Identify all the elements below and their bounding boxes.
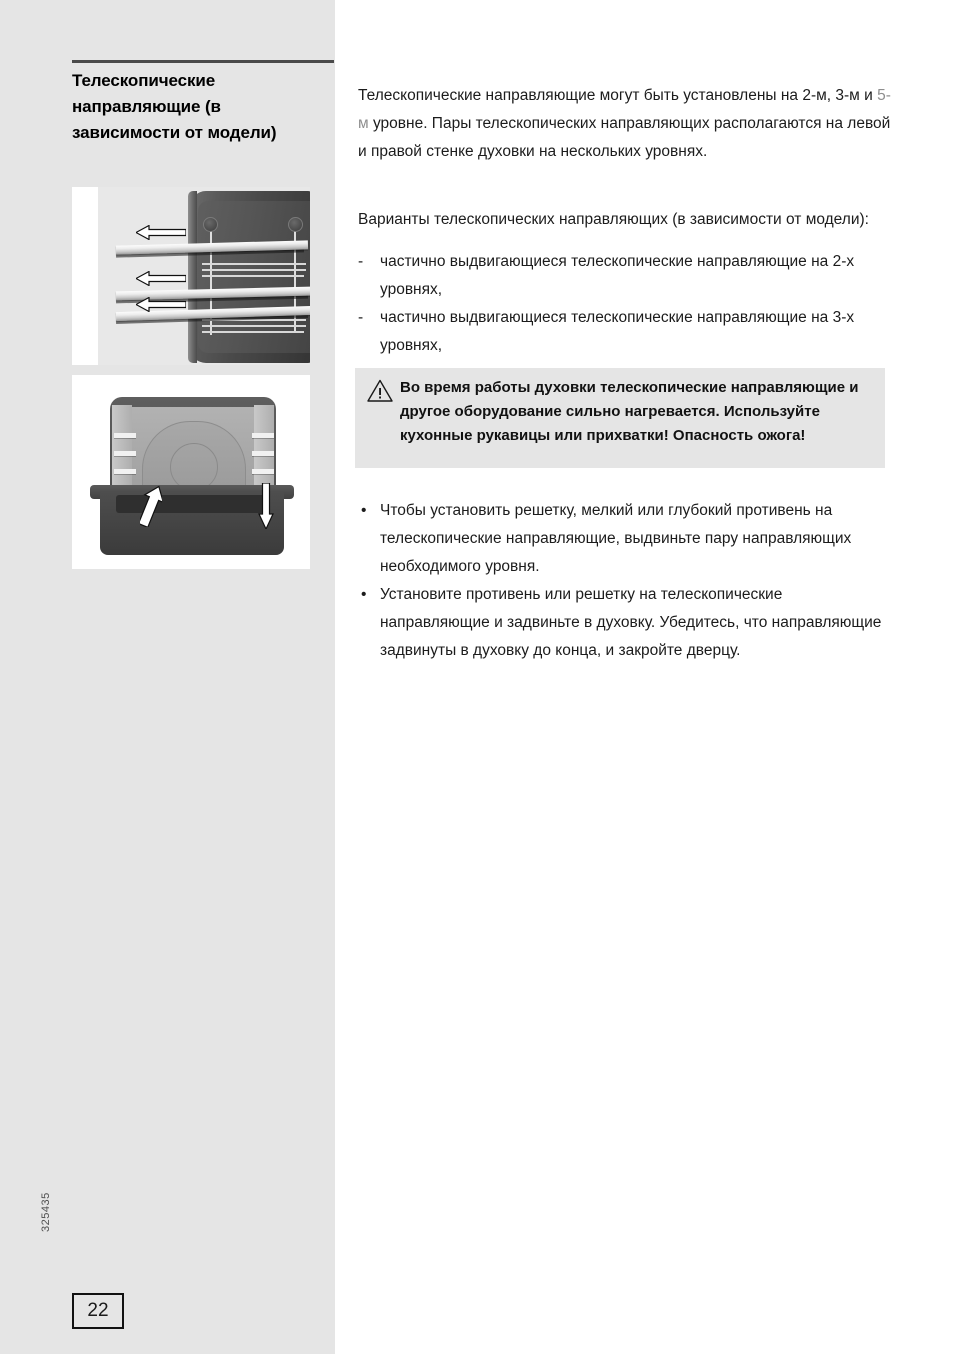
list-marker: - — [358, 309, 364, 326]
list-item-text: частично выдвигающиеся телескопические направляющие на 3-х уровнях, — [380, 309, 855, 354]
shelf-runner — [252, 451, 274, 456]
list-marker: • — [361, 586, 367, 603]
shelf-runner — [252, 433, 274, 438]
sidebar-column — [0, 0, 335, 1354]
arrow-left-icon — [136, 225, 186, 240]
rail-mount-knob — [203, 217, 218, 232]
intro-paragraph-part1: Телескопические направляющие могут быть установлены на 2-м, 3-м и — [358, 86, 878, 104]
shelf-wire — [202, 269, 306, 271]
fan-cover-circle-shape — [170, 443, 218, 491]
list-item-text: частично выдвигающиеся телескопические направляющие на 2-х уровнях, — [380, 253, 855, 298]
shelf-wire — [202, 325, 306, 327]
warning-triangle-icon — [367, 379, 393, 402]
shelf-wire — [202, 331, 304, 333]
list-item-text: Чтобы установить решетку, мелкий или глубокий противень на телескопические направляющие, выдвиньте пару направляющих необходимого уровня. — [380, 502, 852, 575]
list-item — [358, 581, 892, 665]
oven-front-edge-shape — [188, 191, 197, 363]
shelf-wire — [202, 275, 304, 277]
baking-tray-inner-shape — [116, 495, 268, 513]
list-item — [358, 248, 892, 304]
list-item-text: Установите противень или решетку на телескопические направляющие и задвиньте в духовку. Убедитесь, что направляющие задвинуты в духовку до конца, и закройте дверцу. — [380, 586, 882, 659]
warning-text: Во время работы духовки телескопические направляющие и другое оборудование сильно нагревается. Используйте кухонные рукавицы или прихватки! Опасность ожога! — [400, 379, 859, 444]
figure-telescopic-rails-panel — [98, 187, 310, 365]
list-marker: - — [358, 253, 364, 270]
shelf-runner — [114, 433, 136, 438]
arrow-left-icon — [136, 297, 186, 312]
rail-mount-knob — [288, 217, 303, 232]
arrow-up-icon — [140, 485, 162, 527]
document-code: 325435 — [40, 1192, 52, 1232]
content-column — [358, 0, 898, 1354]
list-item — [358, 497, 892, 581]
intro-paragraph-level-5: 5-м — [358, 86, 891, 132]
heading-divider — [72, 60, 334, 63]
figure-oven-open-door — [72, 375, 310, 569]
shelf-wire — [202, 263, 306, 265]
shelf-runner — [252, 469, 274, 474]
intro-paragraph-part2: уровне. Пары телескопических направляющих располагаются на левой и правой стенке духовки на нескольких уровнях. — [358, 114, 891, 160]
page-number: 22 — [72, 1293, 124, 1329]
shelf-runner — [114, 469, 136, 474]
list-marker: • — [361, 502, 367, 519]
arrow-down-icon — [258, 483, 274, 529]
variants-list — [358, 248, 892, 360]
section-heading: Телескопические направляющие (в зависимости от модели) — [72, 71, 277, 142]
instructions-list — [358, 497, 892, 665]
variants-paragraph: Варианты телескопических направляющих (в зависимости от модели): — [358, 210, 869, 228]
intro-paragraph — [358, 82, 892, 166]
list-item — [358, 304, 892, 360]
shelf-runner — [114, 451, 136, 456]
warning-box — [355, 368, 885, 468]
figure-telescopic-rails — [72, 187, 310, 365]
arrow-left-icon — [136, 271, 186, 286]
